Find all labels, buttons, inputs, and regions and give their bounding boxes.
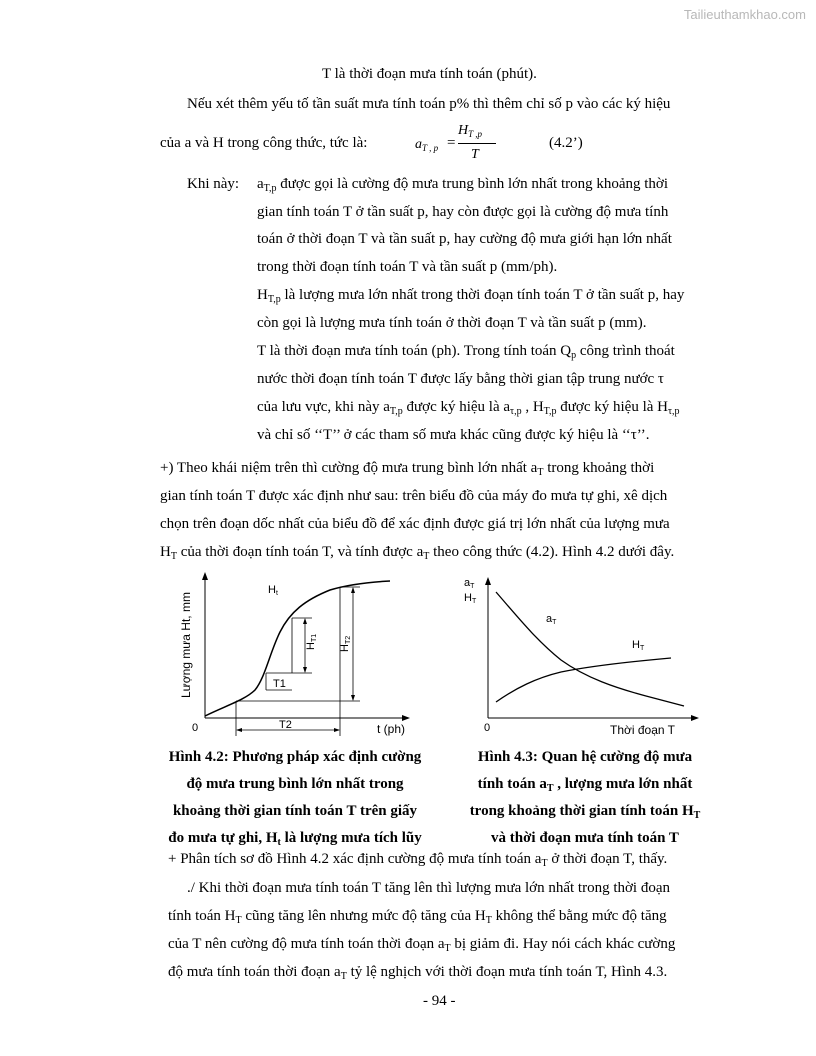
caption-figure-4-2: Hình 4.2: Phương pháp xác định cường độ mưa trung bình lớn nhất trong khoảng thời gian tính toán T trên giấy đo mưa tự ghi, $H_t$ là lượng mưa tích lũy — [168, 749, 422, 848]
text-line: độ mưa tính toán thời đoạn $a_T$ tỷ lệ nghịch với thời đoạn mưa tính toán T, Hình 4.3. — [168, 964, 668, 982]
text-line: còn gọi là lượng mưa tính toán ở thời đoạn T và tần suất p (mm). — [257, 315, 647, 331]
fig1-ht1-label: HT1 — [305, 633, 318, 650]
text-line: + Phân tích sơ đồ Hình 4.2 xác định cường độ mưa tính toán $a_T$ ở thời đoạn T, thấy. — [168, 851, 668, 869]
fig1-curve-label: Ht — [268, 584, 278, 597]
fig2-origin-label: 0 — [484, 722, 491, 734]
figure-4-2 — [170, 570, 430, 740]
fig1-t2-label: T2 — [279, 719, 292, 731]
fig2-x-axis-label: Thời đoạn T — [610, 723, 676, 737]
caption-figure-4-3: Hình 4.3: Quan hệ cường độ mưa tính toán $a_T$ , lượng mưa lớn nhất trong khoảng thời gian tính toán $H_T$ và thời đoạn mưa tính toán T — [469, 749, 701, 846]
text-line: toán ở thời đoạn T và tần suất p, hay cường độ mưa giới hạn lớn nhất — [257, 231, 672, 247]
text-line: của a và H trong công thức, tức là: — [160, 135, 368, 151]
fig1-origin-label: 0 — [192, 722, 199, 734]
fig2-curve-a-label: aT — [546, 613, 557, 626]
text-line: $a_{T,p}$ được gọi là cường độ mưa trung bình lớn nhất trong khoảng thời — [257, 176, 669, 194]
text-line: của T nên cường độ mưa tính toán thời đoạn $a_T$ bị giảm đi. Hay nói cách khác cường — [168, 936, 676, 954]
page-number: - 94 - — [423, 993, 456, 1009]
text-line: +) Theo khái niệm trên thì cường độ mưa trung bình lớn nhất $a_T$ trong khoảng thời — [160, 460, 655, 478]
text-line: $H_{T,p}$ là lượng mưa lớn nhất trong thời đoạn tính toán T ở tần suất p, hay — [257, 287, 685, 305]
fig2-curve-h-label: HT — [632, 639, 645, 652]
fig1-y-axis-label: Lượng mưa Ht, mm — [179, 592, 193, 698]
text-line: tính toán $H_T$ cũng tăng lên nhưng mức độ tăng của $H_T$ không thể bằng mức độ tăng — [168, 908, 667, 926]
fig1-ht2-label: HT2 — [339, 635, 352, 652]
fig2-y-axis-label-h: HT — [464, 592, 477, 605]
text-line: của lưu vực, khi này $a_{T,p}$ được ký hiệu là $a_{\tau,p}$ , $H_{T,p}$ được ký hiệu là $H_{\tau,p}$ — [257, 399, 680, 417]
text-line: Khi này: — [187, 176, 240, 192]
watermark: Tailieuthamkhao.com — [683, 7, 806, 22]
text-line: gian tính toán T ở tần suất p, hay còn được gọi là cường độ mưa tính — [257, 204, 669, 220]
equation-number: (4.2’) — [549, 135, 583, 151]
text-line: trong thời đoạn tính toán T và tần suất p (mm/ph). — [257, 259, 558, 275]
text-line: T là thời đoạn mưa tính toán (ph). Trong tính toán $Q_p$ công trình thoát — [257, 343, 675, 361]
text-line: và chỉ số ‘‘T’’ ở các tham số mưa khác cũng được ký hiệu là ‘‘τ’’. — [257, 427, 650, 443]
fig1-x-axis-label: t (ph) — [377, 722, 406, 736]
text-line: ./ Khi thời đoạn mưa tính toán T tăng lên thì lượng mưa lớn nhất trong thời đoạn — [187, 880, 671, 896]
text-line: Nếu xét thêm yếu tố tần suất mưa tính toán p% thì thêm chỉ số p vào các ký hiệu — [187, 96, 671, 112]
fig2-y-axis-label-a: aT — [464, 577, 475, 590]
text-line: $H_T$ của thời đoạn tính toán T, và tính được $a_T$ theo công thức (4.2). Hình 4.2 dưới đây. — [160, 544, 675, 562]
text-line: T là thời đoạn mưa tính toán (phút). — [322, 66, 537, 82]
figure-4-3 — [456, 570, 716, 740]
fig1-t1-label: T1 — [273, 678, 286, 690]
text-line: gian tính toán T được xác định như sau: trên biểu đồ của máy đo mưa tự ghi, xê dịch — [160, 488, 668, 504]
text-line: chọn trên đoạn dốc nhất của biểu đồ để xác định được giá trị lớn nhất của lượng mưa — [160, 516, 670, 532]
text-line: nước thời đoạn tính toán T được lấy bằng thời gian tập trung nước τ — [257, 371, 664, 387]
